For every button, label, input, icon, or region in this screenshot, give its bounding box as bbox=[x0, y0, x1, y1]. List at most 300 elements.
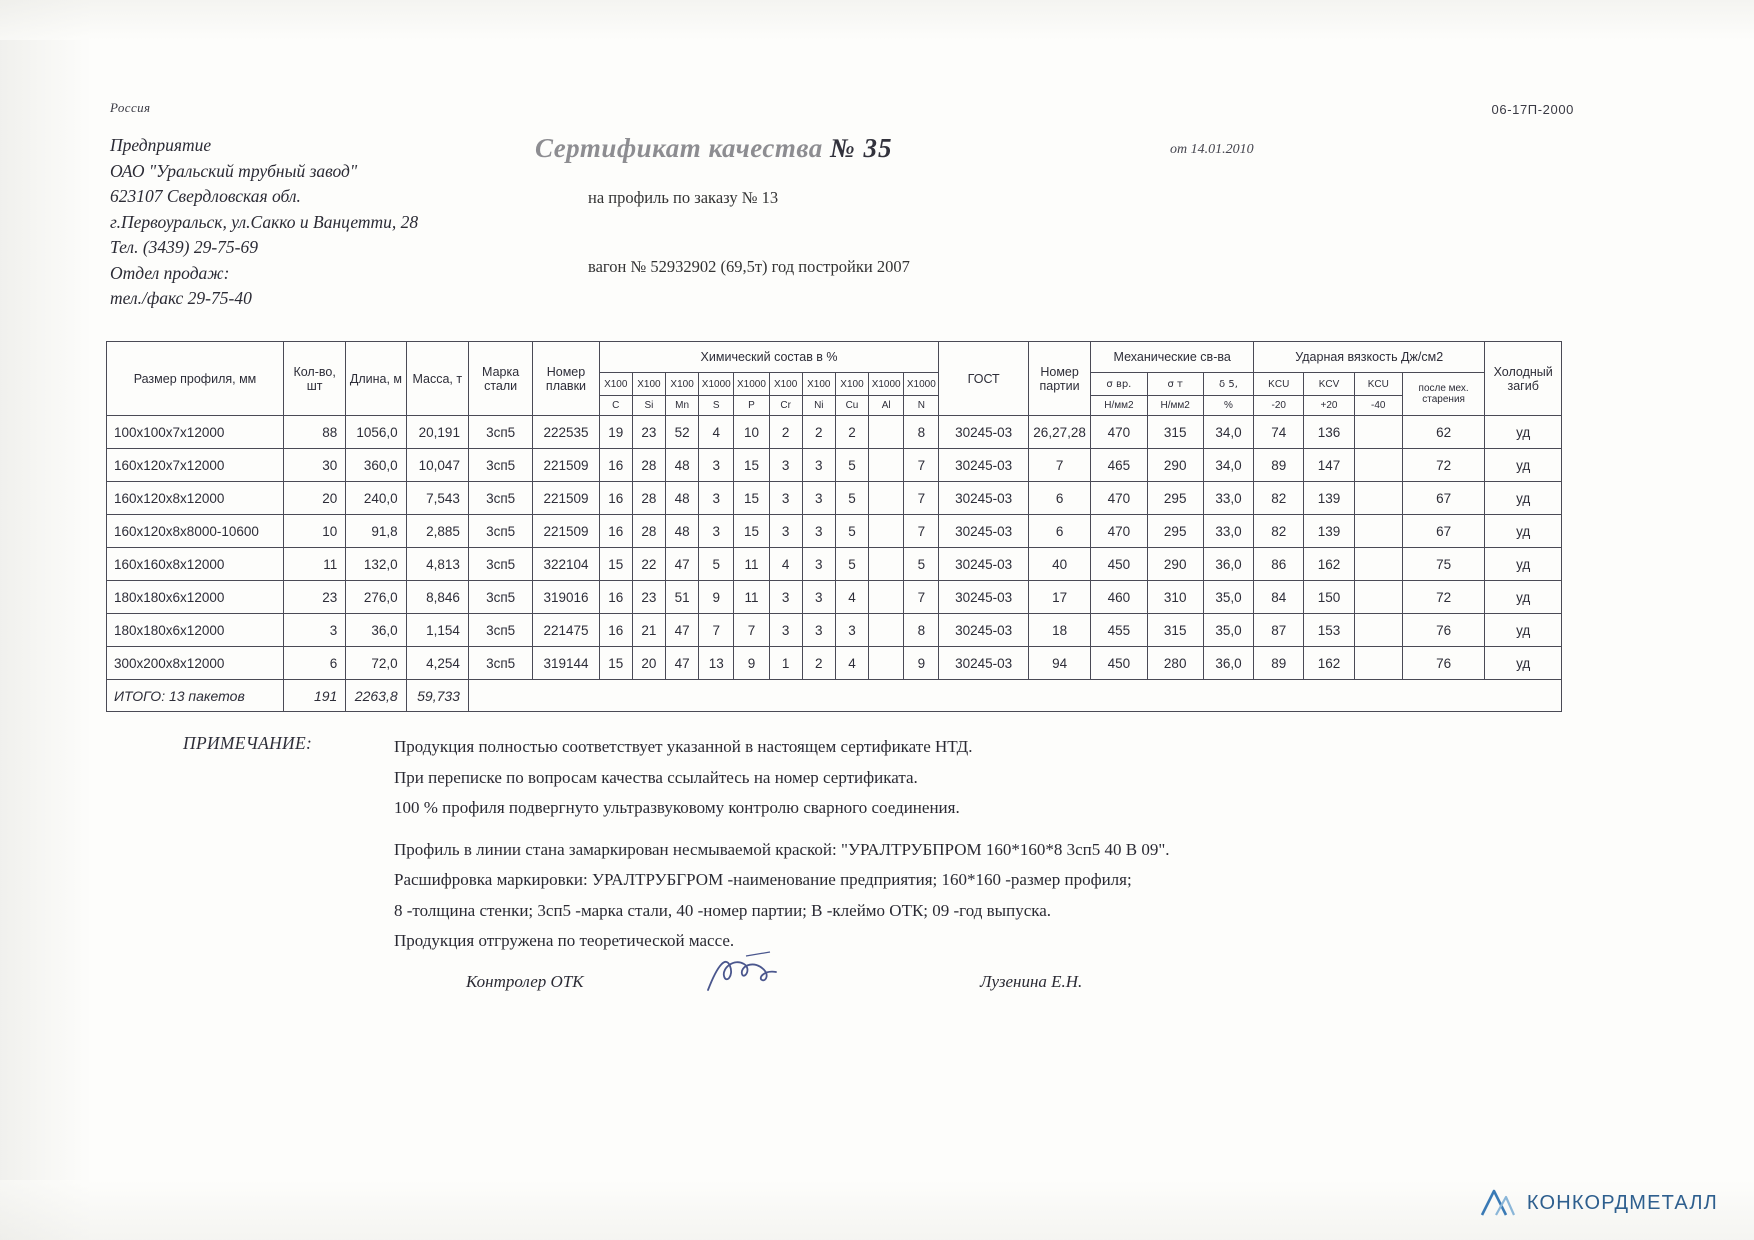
document-code: 06-17П-2000 bbox=[1491, 102, 1574, 117]
cell-chem-9: 7 bbox=[904, 449, 939, 482]
cell-chem-6: 3 bbox=[802, 515, 835, 548]
cell-qty: 11 bbox=[283, 548, 345, 581]
cell-gost: 30245-03 bbox=[939, 482, 1028, 515]
th-chem-element-4: P bbox=[734, 396, 769, 416]
cell-impact-2 bbox=[1354, 581, 1402, 614]
cell-grade: 3сп5 bbox=[468, 449, 532, 482]
company-block bbox=[110, 133, 418, 312]
th-mech-name-2: δ 5, bbox=[1203, 373, 1253, 396]
cell-mech-2: 35,0 bbox=[1203, 614, 1253, 647]
th-chem-factor-1: X100 bbox=[632, 373, 665, 396]
th-chem-factor-7: X100 bbox=[835, 373, 868, 396]
cell-chem-4: 11 bbox=[734, 581, 769, 614]
cell-chem-6: 3 bbox=[802, 581, 835, 614]
cell-impact-0: 89 bbox=[1254, 449, 1304, 482]
th-chem-group: Химический состав в % bbox=[599, 342, 939, 373]
cell-profile: 300х200х8х12000 bbox=[107, 647, 284, 680]
cell-impact-2 bbox=[1354, 614, 1402, 647]
table-row bbox=[107, 614, 1562, 647]
cell-chem-4: 11 bbox=[734, 548, 769, 581]
cell-gost: 30245-03 bbox=[939, 581, 1028, 614]
cell-chem-4: 15 bbox=[734, 515, 769, 548]
cell-heat: 221509 bbox=[533, 449, 599, 482]
cell-chem-5: 3 bbox=[769, 515, 802, 548]
th-chem-factor-0: X100 bbox=[599, 373, 632, 396]
cell-chem-7: 3 bbox=[835, 614, 868, 647]
company-line-3: г.Первоуральск, ул.Сакко и Ванцетти, 28 bbox=[110, 211, 419, 232]
cell-chem-8 bbox=[869, 647, 904, 680]
cell-profile: 160х120х7х12000 bbox=[107, 449, 284, 482]
cell-profile: 160х120х8х12000 bbox=[107, 482, 284, 515]
th-impact-name-2: KCU bbox=[1354, 373, 1402, 396]
cell-mech-1: 290 bbox=[1147, 449, 1203, 482]
table-row bbox=[107, 416, 1562, 449]
cell-chem-3: 5 bbox=[699, 548, 734, 581]
cell-chem-3: 4 bbox=[699, 416, 734, 449]
th-profile-size: Размер профиля, мм bbox=[107, 342, 284, 416]
cell-chem-2: 47 bbox=[666, 647, 699, 680]
cell-chem-5: 3 bbox=[769, 581, 802, 614]
th-chem-factor-4: X1000 bbox=[734, 373, 769, 396]
cell-chem-9: 8 bbox=[904, 614, 939, 647]
cell-chem-9: 7 bbox=[904, 581, 939, 614]
cell-gost: 30245-03 bbox=[939, 647, 1028, 680]
cell-chem-1: 28 bbox=[632, 482, 665, 515]
th-length: Длина, м bbox=[346, 342, 406, 416]
table-header-row-1 bbox=[107, 342, 1562, 373]
cell-impact-3: 62 bbox=[1402, 416, 1484, 449]
th-chem-element-5: Cr bbox=[769, 396, 802, 416]
page-title bbox=[535, 133, 893, 164]
cell-mech-2: 36,0 bbox=[1203, 647, 1253, 680]
cell-chem-5: 3 bbox=[769, 614, 802, 647]
cell-mech-2: 36,0 bbox=[1203, 548, 1253, 581]
table-row bbox=[107, 515, 1562, 548]
cell-mech-0: 470 bbox=[1091, 416, 1147, 449]
cell-length: 72,0 bbox=[346, 647, 406, 680]
th-mech-group: Механические св-ва bbox=[1091, 342, 1254, 373]
cell-mech-1: 315 bbox=[1147, 416, 1203, 449]
note-line-1: При переписке по вопросам качества ссылайтесь на номер сертификата. bbox=[394, 767, 918, 787]
cell-chem-2: 48 bbox=[666, 449, 699, 482]
th-chem-element-1: Si bbox=[632, 396, 665, 416]
cell-mech-0: 450 bbox=[1091, 548, 1147, 581]
cell-mech-1: 310 bbox=[1147, 581, 1203, 614]
th-chem-factor-8: X1000 bbox=[869, 373, 904, 396]
cell-grade: 3сп5 bbox=[468, 515, 532, 548]
cell-chem-6: 2 bbox=[802, 647, 835, 680]
cell-grade: 3сп5 bbox=[468, 614, 532, 647]
cell-chem-2: 52 bbox=[666, 416, 699, 449]
th-lot-number: Номер партии bbox=[1028, 342, 1090, 416]
cell-grade: 3сп5 bbox=[468, 548, 532, 581]
th-mass: Масса, т bbox=[406, 342, 468, 416]
cell-gost: 30245-03 bbox=[939, 614, 1028, 647]
cell-chem-9: 9 bbox=[904, 647, 939, 680]
cell-length: 360,0 bbox=[346, 449, 406, 482]
company-line-0: Предприятие bbox=[110, 135, 212, 155]
table-total-row bbox=[107, 680, 1562, 712]
cell-chem-7: 2 bbox=[835, 416, 868, 449]
cell-gost: 30245-03 bbox=[939, 416, 1028, 449]
scan-edge-left bbox=[0, 0, 92, 1240]
th-chem-element-2: Mn bbox=[666, 396, 699, 416]
cell-impact-0: 82 bbox=[1254, 482, 1304, 515]
note-label: ПРИМЕЧАНИЕ: bbox=[183, 733, 313, 753]
cell-chem-9: 5 bbox=[904, 548, 939, 581]
cell-lot: 18 bbox=[1028, 614, 1090, 647]
table-row bbox=[107, 449, 1562, 482]
th-chem-factor-2: X100 bbox=[666, 373, 699, 396]
cell-chem-8 bbox=[869, 581, 904, 614]
cell-mech-1: 290 bbox=[1147, 548, 1203, 581]
th-mech-name-1: σ т bbox=[1147, 373, 1203, 396]
cell-profile: 180х180х6х12000 bbox=[107, 614, 284, 647]
th-chem-element-9: N bbox=[904, 396, 939, 416]
cell-heat: 222535 bbox=[533, 416, 599, 449]
cell-chem-9: 7 bbox=[904, 515, 939, 548]
th-heat-number: Номер плавки bbox=[533, 342, 599, 416]
cell-mass: 8,846 bbox=[406, 581, 468, 614]
th-mech-name-0: σ вр. bbox=[1091, 373, 1147, 396]
cell-grade: 3сп5 bbox=[468, 416, 532, 449]
cell-impact-2 bbox=[1354, 482, 1402, 515]
th-chem-factor-5: X100 bbox=[769, 373, 802, 396]
cell-lot: 26,27,28 bbox=[1028, 416, 1090, 449]
footer-brand-text: КОНКОРДМЕТАЛЛ bbox=[1526, 1191, 1718, 1214]
cell-mass: 4,813 bbox=[406, 548, 468, 581]
cell-impact-0: 82 bbox=[1254, 515, 1304, 548]
cell-chem-0: 15 bbox=[599, 647, 632, 680]
cell-profile: 100х100х7х12000 bbox=[107, 416, 284, 449]
cell-chem-7: 4 bbox=[835, 647, 868, 680]
cell-chem-8 bbox=[869, 449, 904, 482]
th-steel-grade: Марка стали bbox=[468, 342, 532, 416]
th-cold-bend: Холодный загиб bbox=[1485, 342, 1562, 416]
cell-impact-0: 87 bbox=[1254, 614, 1304, 647]
cell-impact-1: 136 bbox=[1304, 416, 1354, 449]
th-impact-temp-2: -40 bbox=[1354, 396, 1402, 416]
cell-chem-8 bbox=[869, 515, 904, 548]
issue-date: от 14.01.2010 bbox=[1170, 142, 1254, 157]
cell-chem-3: 7 bbox=[699, 614, 734, 647]
cell-qty: 10 bbox=[283, 515, 345, 548]
th-chem-factor-3: X1000 bbox=[699, 373, 734, 396]
cell-qty: 20 bbox=[283, 482, 345, 515]
cell-impact-1: 162 bbox=[1304, 647, 1354, 680]
cell-chem-2: 48 bbox=[666, 482, 699, 515]
company-line-4: Тел. (3439) 29-75-69 bbox=[110, 237, 258, 257]
cell-mech-2: 35,0 bbox=[1203, 581, 1253, 614]
cell-chem-4: 10 bbox=[734, 416, 769, 449]
cell-mass: 2,885 bbox=[406, 515, 468, 548]
cell-impact-0: 86 bbox=[1254, 548, 1304, 581]
cell-profile: 180х180х6х12000 bbox=[107, 581, 284, 614]
cell-heat: 319144 bbox=[533, 647, 599, 680]
cell-mech-1: 295 bbox=[1147, 482, 1203, 515]
cell-chem-1: 20 bbox=[632, 647, 665, 680]
cell-chem-1: 23 bbox=[632, 581, 665, 614]
cell-impact-1: 162 bbox=[1304, 548, 1354, 581]
cell-chem-6: 3 bbox=[802, 449, 835, 482]
cell-lot: 6 bbox=[1028, 482, 1090, 515]
cell-chem-5: 3 bbox=[769, 482, 802, 515]
cell-mass: 10,047 bbox=[406, 449, 468, 482]
cell-mech-2: 33,0 bbox=[1203, 482, 1253, 515]
cell-chem-5: 2 bbox=[769, 416, 802, 449]
th-impact-group: Ударная вязкость Дж/см2 bbox=[1254, 342, 1485, 373]
cell-mech-1: 280 bbox=[1147, 647, 1203, 680]
cell-heat: 319016 bbox=[533, 581, 599, 614]
cell-chem-8 bbox=[869, 548, 904, 581]
company-line-1: ОАО "Уральский трубный завод" bbox=[110, 160, 358, 181]
th-chem-element-6: Ni bbox=[802, 396, 835, 416]
cell-chem-1: 28 bbox=[632, 515, 665, 548]
cell-gost: 30245-03 bbox=[939, 515, 1028, 548]
cell-chem-8 bbox=[869, 482, 904, 515]
cell-length: 91,8 bbox=[346, 515, 406, 548]
th-chem-element-8: Al bbox=[869, 396, 904, 416]
cell-mech-2: 33,0 bbox=[1203, 515, 1253, 548]
cell-chem-1: 23 bbox=[632, 416, 665, 449]
cell-mech-1: 315 bbox=[1147, 614, 1203, 647]
cell-impact-3: 76 bbox=[1402, 614, 1484, 647]
th-impact-name-1: KCV bbox=[1304, 373, 1354, 396]
cell-bend: уд bbox=[1485, 548, 1562, 581]
th-mech-unit-0: Н/мм2 bbox=[1091, 396, 1147, 416]
cell-mech-0: 470 bbox=[1091, 515, 1147, 548]
cell-impact-3: 76 bbox=[1402, 647, 1484, 680]
cell-qty: 88 bbox=[283, 416, 345, 449]
cell-chem-2: 48 bbox=[666, 515, 699, 548]
cell-chem-4: 15 bbox=[734, 449, 769, 482]
cell-impact-1: 153 bbox=[1304, 614, 1354, 647]
th-impact-temp-0: -20 bbox=[1254, 396, 1304, 416]
notes-block bbox=[394, 732, 1170, 957]
handwritten-signature bbox=[700, 950, 790, 996]
cell-chem-1: 21 bbox=[632, 614, 665, 647]
notes-gap bbox=[394, 824, 1170, 835]
note-line-3: Профиль в линии стана замаркирован несмываемой краской: "УРАЛТРУБПРОМ 160*160*8 3сп5 40 В 09". bbox=[394, 839, 1170, 859]
total-length: 2263,8 bbox=[346, 680, 406, 712]
cell-qty: 3 bbox=[283, 614, 345, 647]
cell-length: 132,0 bbox=[346, 548, 406, 581]
company-line-5: Отдел продаж: bbox=[110, 262, 230, 283]
cell-impact-1: 147 bbox=[1304, 449, 1354, 482]
cell-bend: уд bbox=[1485, 416, 1562, 449]
cell-profile: 160х120х8х8000-10600 bbox=[107, 515, 284, 548]
cell-chem-4: 9 bbox=[734, 647, 769, 680]
table-row bbox=[107, 647, 1562, 680]
cell-lot: 6 bbox=[1028, 515, 1090, 548]
note-line-0: Продукция полностью соответствует указанной в настоящем сертификате НТД. bbox=[394, 737, 973, 756]
cell-chem-0: 19 bbox=[599, 416, 632, 449]
cell-lot: 7 bbox=[1028, 449, 1090, 482]
cell-chem-7: 5 bbox=[835, 449, 868, 482]
cell-impact-2 bbox=[1354, 548, 1402, 581]
page-title-text: Сертификат качества bbox=[535, 133, 823, 163]
cell-length: 276,0 bbox=[346, 581, 406, 614]
cell-chem-6: 2 bbox=[802, 416, 835, 449]
cell-qty: 30 bbox=[283, 449, 345, 482]
cell-mech-1: 295 bbox=[1147, 515, 1203, 548]
cell-chem-0: 15 bbox=[599, 548, 632, 581]
cell-lot: 94 bbox=[1028, 647, 1090, 680]
cell-chem-2: 47 bbox=[666, 614, 699, 647]
cell-chem-0: 16 bbox=[599, 449, 632, 482]
cell-impact-0: 89 bbox=[1254, 647, 1304, 680]
cell-impact-3: 72 bbox=[1402, 449, 1484, 482]
cell-length: 240,0 bbox=[346, 482, 406, 515]
cell-impact-0: 74 bbox=[1254, 416, 1304, 449]
note-line-5: 8 -толщина стенки; 3сп5 -марка стали, 40 -номер партии; В -клеймо ОТК; 09 -год выпуска. bbox=[394, 900, 1052, 920]
cell-mech-0: 470 bbox=[1091, 482, 1147, 515]
cell-impact-3: 72 bbox=[1402, 581, 1484, 614]
th-gost: ГОСТ bbox=[939, 342, 1028, 416]
cell-impact-0: 84 bbox=[1254, 581, 1304, 614]
note-line-6: Продукция отгружена по теоретической массе. bbox=[394, 931, 735, 950]
th-chem-factor-6: X100 bbox=[802, 373, 835, 396]
total-label: ИТОГО: 13 пакетов bbox=[107, 680, 284, 712]
cell-grade: 3сп5 bbox=[468, 482, 532, 515]
cell-mech-2: 34,0 bbox=[1203, 416, 1253, 449]
cell-bend: уд bbox=[1485, 581, 1562, 614]
cell-heat: 221509 bbox=[533, 482, 599, 515]
cell-mech-2: 34,0 bbox=[1203, 449, 1253, 482]
cell-bend: уд bbox=[1485, 515, 1562, 548]
cell-chem-0: 16 bbox=[599, 614, 632, 647]
note-line-4: Расшифровка маркировки: УРАЛТРУБГРОМ -наименование предприятия; 160*160 -размер профиля; bbox=[394, 870, 1132, 889]
cell-chem-9: 8 bbox=[904, 416, 939, 449]
th-chem-element-3: S bbox=[699, 396, 734, 416]
total-qty: 191 bbox=[283, 680, 345, 712]
cell-chem-3: 3 bbox=[699, 482, 734, 515]
cell-impact-2 bbox=[1354, 647, 1402, 680]
certificate-table bbox=[106, 341, 1562, 712]
signature-role: Контролер ОТК bbox=[466, 972, 584, 991]
scan-edge-top bbox=[0, 0, 1754, 40]
cell-chem-1: 28 bbox=[632, 449, 665, 482]
signature-name: Лузенина Е.Н. bbox=[980, 972, 1083, 991]
table-row bbox=[107, 581, 1562, 614]
cell-chem-6: 3 bbox=[802, 548, 835, 581]
cell-chem-0: 16 bbox=[599, 515, 632, 548]
cell-chem-3: 13 bbox=[699, 647, 734, 680]
cell-impact-1: 150 bbox=[1304, 581, 1354, 614]
cell-impact-2 bbox=[1354, 416, 1402, 449]
th-mech-unit-1: Н/мм2 bbox=[1147, 396, 1203, 416]
cell-chem-6: 3 bbox=[802, 614, 835, 647]
cell-chem-6: 3 bbox=[802, 482, 835, 515]
cell-chem-8 bbox=[869, 416, 904, 449]
cell-profile: 160х160х8х12000 bbox=[107, 548, 284, 581]
konkordmetall-logo-icon bbox=[1479, 1188, 1517, 1218]
cell-bend: уд bbox=[1485, 647, 1562, 680]
total-mass: 59,733 bbox=[406, 680, 468, 712]
cell-chem-7: 5 bbox=[835, 548, 868, 581]
footer-logo bbox=[1479, 1188, 1718, 1218]
th-chem-factor-9: X1000 bbox=[904, 373, 939, 396]
company-line-2: 623107 Свердловская обл. bbox=[110, 186, 301, 206]
cell-impact-1: 139 bbox=[1304, 482, 1354, 515]
cell-chem-4: 7 bbox=[734, 614, 769, 647]
cell-heat: 221509 bbox=[533, 515, 599, 548]
cell-chem-9: 7 bbox=[904, 482, 939, 515]
cell-chem-8 bbox=[869, 614, 904, 647]
certificate-table-body bbox=[107, 416, 1562, 712]
cell-chem-3: 3 bbox=[699, 515, 734, 548]
cell-impact-3: 75 bbox=[1402, 548, 1484, 581]
cell-mech-0: 455 bbox=[1091, 614, 1147, 647]
cell-impact-3: 67 bbox=[1402, 515, 1484, 548]
cell-chem-5: 3 bbox=[769, 449, 802, 482]
cell-impact-2 bbox=[1354, 449, 1402, 482]
wagon-line: вагон № 52932902 (69,5т) год постройки 2007 bbox=[588, 257, 910, 276]
th-impact-temp-1: +20 bbox=[1304, 396, 1354, 416]
order-subtitle: на профиль по заказу № 13 bbox=[588, 188, 779, 207]
cell-mech-0: 465 bbox=[1091, 449, 1147, 482]
cell-mech-0: 460 bbox=[1091, 581, 1147, 614]
page-title-number: № 35 bbox=[830, 133, 893, 163]
cell-grade: 3сп5 bbox=[468, 647, 532, 680]
cell-chem-2: 47 bbox=[666, 548, 699, 581]
th-impact-name-3: после мех. старения bbox=[1402, 373, 1484, 416]
table-row bbox=[107, 548, 1562, 581]
table-row bbox=[107, 482, 1562, 515]
cell-chem-7: 4 bbox=[835, 581, 868, 614]
cell-mass: 1,154 bbox=[406, 614, 468, 647]
country-label: Россия bbox=[110, 100, 151, 115]
cell-gost: 30245-03 bbox=[939, 449, 1028, 482]
note-line-2: 100 % профиля подвергнуто ультразвуковому контролю сварного соединения. bbox=[394, 798, 960, 817]
cell-chem-5: 4 bbox=[769, 548, 802, 581]
cell-chem-0: 16 bbox=[599, 581, 632, 614]
cell-chem-4: 15 bbox=[734, 482, 769, 515]
cell-lot: 17 bbox=[1028, 581, 1090, 614]
cell-chem-0: 16 bbox=[599, 482, 632, 515]
cell-mass: 7,543 bbox=[406, 482, 468, 515]
cell-impact-1: 139 bbox=[1304, 515, 1354, 548]
cell-length: 36,0 bbox=[346, 614, 406, 647]
th-chem-element-0: C bbox=[599, 396, 632, 416]
certificate-table-wrapper bbox=[106, 341, 1562, 712]
cell-bend: уд bbox=[1485, 449, 1562, 482]
cell-bend: уд bbox=[1485, 482, 1562, 515]
cell-heat: 221475 bbox=[533, 614, 599, 647]
cell-chem-5: 1 bbox=[769, 647, 802, 680]
th-chem-element-7: Cu bbox=[835, 396, 868, 416]
cell-impact-3: 67 bbox=[1402, 482, 1484, 515]
cell-chem-7: 5 bbox=[835, 482, 868, 515]
cell-mech-0: 450 bbox=[1091, 647, 1147, 680]
cell-mass: 4,254 bbox=[406, 647, 468, 680]
cell-length: 1056,0 bbox=[346, 416, 406, 449]
cell-bend: уд bbox=[1485, 614, 1562, 647]
cell-qty: 6 bbox=[283, 647, 345, 680]
th-mech-unit-2: % bbox=[1203, 396, 1253, 416]
cell-impact-2 bbox=[1354, 515, 1402, 548]
th-impact-name-0: KCU bbox=[1254, 373, 1304, 396]
cell-chem-3: 9 bbox=[699, 581, 734, 614]
th-qty: Кол-во, шт bbox=[283, 342, 345, 416]
cell-lot: 40 bbox=[1028, 548, 1090, 581]
company-line-6: тел./факс 29-75-40 bbox=[110, 288, 252, 308]
cell-chem-2: 51 bbox=[666, 581, 699, 614]
cell-heat: 322104 bbox=[533, 548, 599, 581]
cell-mass: 20,191 bbox=[406, 416, 468, 449]
cell-grade: 3сп5 bbox=[468, 581, 532, 614]
cell-chem-7: 5 bbox=[835, 515, 868, 548]
